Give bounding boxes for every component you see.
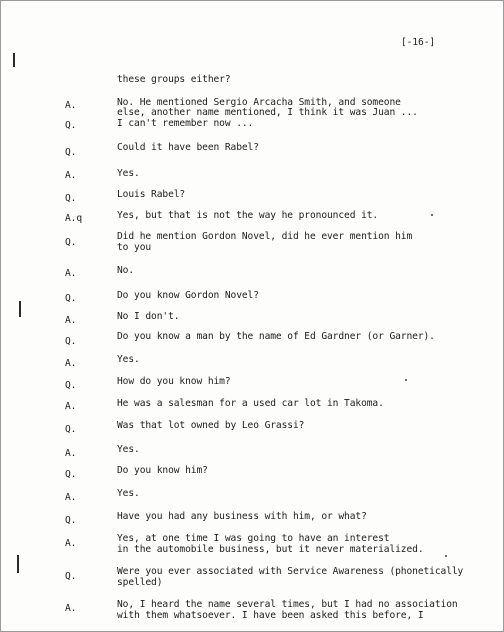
transcript-line: I can't remember now ... [117, 118, 254, 129]
speaker-label: A. [65, 315, 77, 326]
transcript-line: No. [117, 265, 135, 276]
margin-mark [17, 555, 19, 573]
transcript-line: else, another name mentioned, I think it was Juan ... [117, 107, 418, 118]
speaker-label: A. [65, 100, 77, 111]
speck [405, 379, 407, 381]
transcript-line: Yes. [117, 488, 140, 499]
speaker-label: Q. [65, 120, 77, 131]
speaker-label: Q. [65, 147, 77, 158]
transcript-line: Yes, at one time I was going to have an interest [117, 533, 390, 544]
transcript-line: these groups either? [117, 74, 231, 85]
transcript-line: Yes, but that is not the way he pronounced it. [117, 210, 379, 221]
transcript-line: Louis Rabel? [117, 189, 186, 200]
speaker-label: Q. [65, 237, 77, 248]
speaker-label: Q. [65, 469, 77, 480]
speck [445, 555, 447, 557]
speaker-label: A. [65, 401, 77, 412]
speaker-label: A. [65, 603, 77, 614]
transcript-line: in the automobile business, but it never materialized. [117, 544, 424, 555]
transcript-line: Could it have been Rabel? [117, 142, 259, 153]
speaker-label: Q. [65, 193, 77, 204]
speaker-label: A. [65, 538, 77, 549]
speaker-label: A. [65, 170, 77, 181]
speaker-label: Q. [65, 515, 77, 526]
transcript-line: No. He mentioned Sergio Arcacha Smith, and someone [117, 97, 401, 108]
transcript-line: Was that lot owned by Leo Grassi? [117, 420, 305, 431]
speaker-label: Q. [65, 336, 77, 347]
transcript-line: Yes. [117, 168, 140, 179]
speaker-label: A.q [65, 213, 83, 224]
transcript-line: Did he mention Gordon Novel, did he ever mention him [117, 231, 413, 242]
transcript-line: Were you ever associated with Service Awareness (phonetically [117, 566, 464, 577]
speaker-label: A. [65, 448, 77, 459]
transcript-line: Have you had any business with him, or what? [117, 511, 367, 522]
transcript-line: with them whatsoever. I have been asked this before, I [117, 610, 424, 621]
speck [431, 214, 433, 216]
transcript-line: Yes. [117, 444, 140, 455]
transcript-line: No I don't. [117, 311, 180, 322]
speaker-label: A. [65, 268, 77, 279]
page-number: [-16-] [401, 37, 436, 48]
speaker-label: A. [65, 358, 77, 369]
margin-mark [13, 53, 15, 67]
transcript-line: to you [117, 242, 152, 253]
speaker-label: Q. [65, 380, 77, 391]
transcript-line: Do you know him? [117, 465, 208, 476]
speaker-label: A. [65, 492, 77, 503]
transcript-line: Do you know Gordon Novel? [117, 290, 259, 301]
margin-mark [19, 301, 21, 317]
speaker-label: Q. [65, 571, 77, 582]
transcript-line: How do you know him? [117, 376, 231, 387]
speaker-label: Q. [65, 293, 77, 304]
transcript-line: He was a salesman for a used car lot in Takoma. [117, 398, 384, 409]
transcript-line: Do you know a man by the name of Ed Gardner (or Garner). [117, 331, 435, 342]
transcript-line: Yes. [117, 354, 140, 365]
speaker-label: Q. [65, 424, 77, 435]
transcript-line: No, I heard the name several times, but I had no association [117, 599, 458, 610]
transcript-line: spelled) [117, 577, 163, 588]
